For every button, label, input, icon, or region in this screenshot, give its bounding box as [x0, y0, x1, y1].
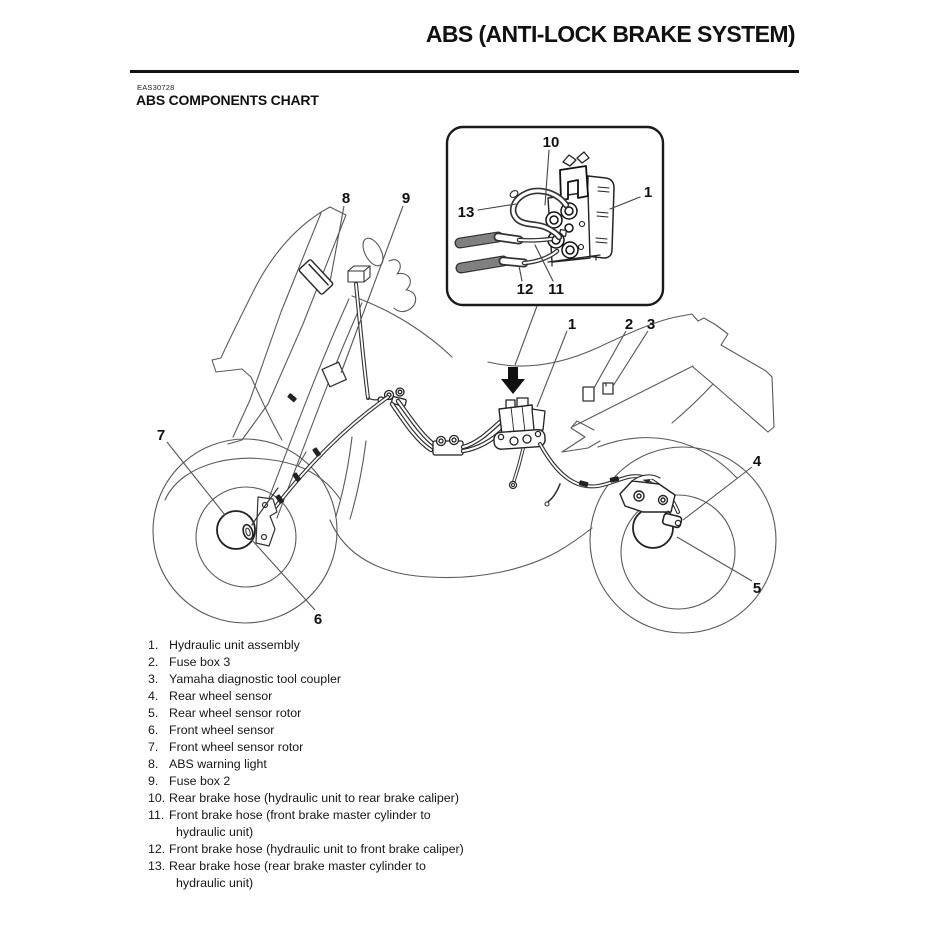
legend-item: [148, 841, 493, 858]
callout-7: 7: [156, 427, 166, 444]
reservoir-box: [348, 266, 370, 282]
legend-item-number: 12.: [148, 842, 166, 856]
legend-item-number: 6.: [148, 723, 159, 737]
legend-item-number: 11.: [148, 808, 165, 822]
callout-6: 6: [313, 611, 323, 628]
front-wheel-sensor: [241, 523, 254, 540]
front-fairing: [212, 207, 416, 444]
legend-item: [148, 756, 493, 773]
callout-2: 2: [624, 316, 634, 333]
legend-item: [148, 671, 493, 688]
legend-item-number: 4.: [148, 689, 159, 703]
tank-line: [352, 296, 452, 357]
callout-8: 8: [341, 190, 351, 207]
inset-detail-box: [447, 127, 663, 305]
legend-item: [148, 773, 493, 790]
legend-item-number: 2.: [148, 655, 159, 669]
legend-item: [148, 637, 493, 654]
legend-item-number: 7.: [148, 740, 159, 754]
legend-item-number: 13.: [148, 859, 166, 873]
inset-callout-12: 12: [516, 281, 534, 298]
legend-item-text: Fuse box 2: [169, 774, 231, 788]
inset-callout-13: 13: [457, 204, 475, 221]
components-legend: [148, 637, 493, 892]
fuse-box-2: [322, 362, 346, 387]
legend-item: [148, 858, 493, 892]
fuse-box-3: [583, 387, 594, 401]
inset-pointer-line: [515, 306, 537, 365]
abs-warning-light: [299, 259, 334, 295]
section-code: EAS30728: [137, 83, 175, 92]
legend-item-text: Rear brake hose (hydraulic unit to rear brake caliper): [169, 791, 459, 805]
legend-item: [148, 705, 493, 722]
front-fork: [263, 299, 366, 519]
legend-item-text: ABS warning light: [169, 757, 267, 771]
legend-item-text: Front wheel sensor rotor: [169, 740, 304, 754]
legend-item-text: Rear wheel sensor rotor: [169, 706, 302, 720]
legend-item: [148, 790, 493, 807]
hose-guide-bracket: [433, 436, 463, 456]
callout-5: 5: [752, 580, 762, 597]
callout-1: 1: [567, 316, 577, 333]
callout-9: 9: [401, 190, 411, 207]
diagnostic-coupler: [603, 383, 613, 394]
legend-item: [148, 807, 493, 841]
legend-item: [148, 688, 493, 705]
callout-4: 4: [752, 453, 762, 470]
inset-callout-11: 11: [548, 281, 564, 298]
legend-item-text: Hydraulic unit assembly: [169, 638, 300, 652]
legend-item-text: Front brake hose (hydraulic unit to front brake caliper): [169, 842, 464, 856]
legend-item-number: 8.: [148, 757, 159, 771]
legend-item-number: 9.: [148, 774, 159, 788]
belly-line: [330, 520, 592, 578]
rear-wheel-sensor: [662, 513, 682, 528]
legend-item-number: 1.: [148, 638, 159, 652]
legend-item-text: Front wheel sensor: [169, 723, 275, 737]
inset-callout-10: 10: [542, 134, 560, 151]
legend-item-number: 10.: [148, 791, 166, 805]
page-title: ABS (ANTI-LOCK BRAKE SYSTEM): [425, 21, 795, 47]
inset-callout-1: 1: [643, 184, 653, 201]
pointer-arrow: [501, 367, 525, 394]
legend-item: [148, 654, 493, 671]
legend-item: [148, 722, 493, 739]
legend-item-text: Rear wheel sensor: [169, 689, 273, 703]
legend-item-number: 5.: [148, 706, 159, 720]
legend-item-text: Rear brake hose (rear brake master cylinder to hydraulic unit): [169, 859, 426, 890]
legend-item-text: Yamaha diagnostic tool coupler: [169, 672, 341, 686]
callout-3: 3: [646, 316, 656, 333]
front-brake-caliper: [252, 488, 278, 546]
legend-item-text: Fuse box 3: [169, 655, 231, 669]
legend-item: [148, 739, 493, 756]
legend-item-number: 3.: [148, 672, 159, 686]
section-title: ABS COMPONENTS CHART: [136, 92, 319, 108]
legend-item-text: Front brake hose (front brake master cylinder to hydraulic unit): [169, 808, 431, 839]
hose-clamps-front: [275, 393, 321, 504]
